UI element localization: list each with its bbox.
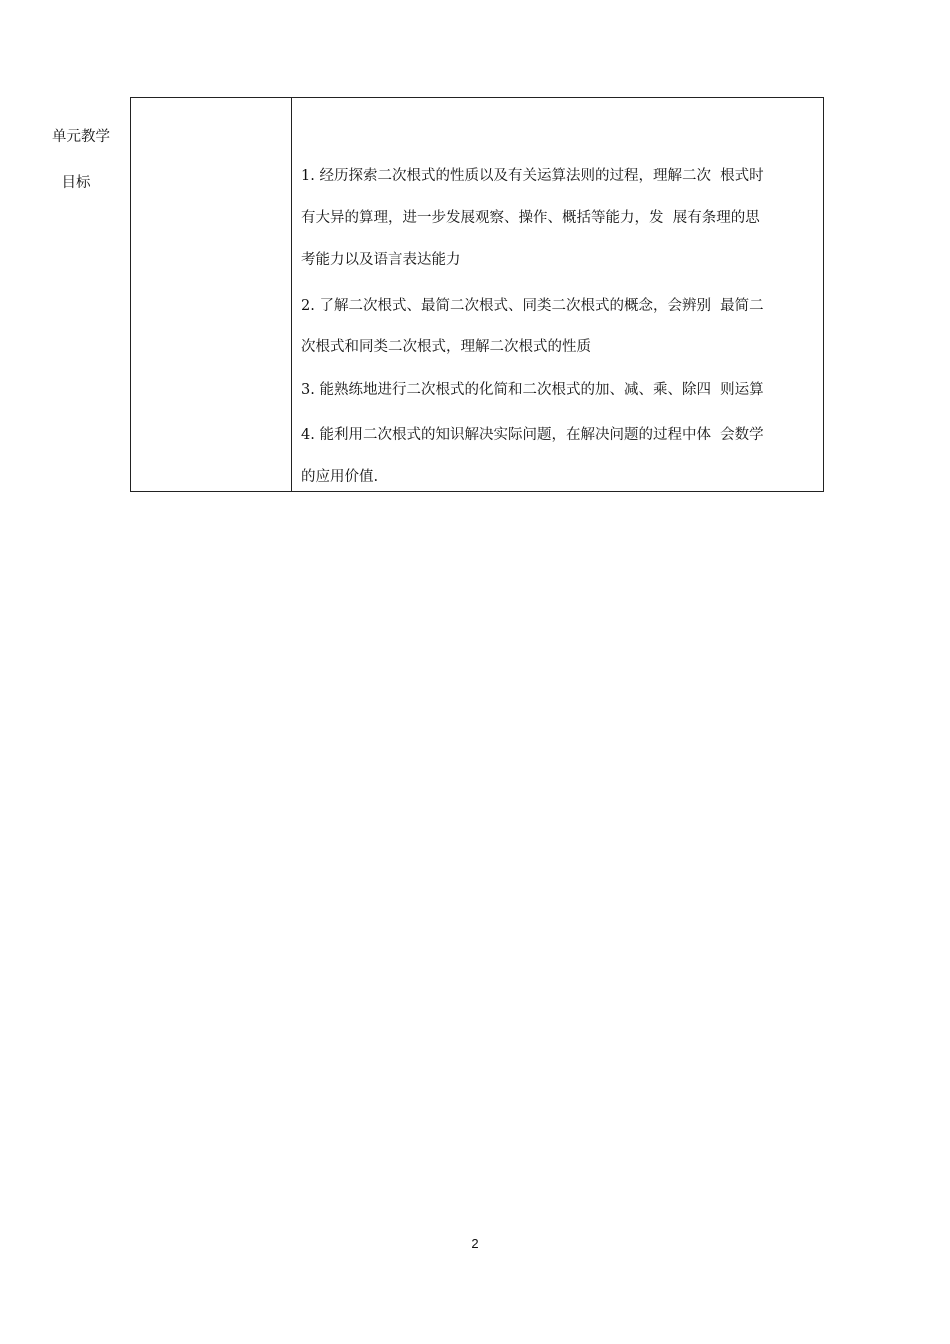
objective-1-line-3: 考能力以及语言表达能力 [301, 252, 461, 268]
objective-2-line-1: 2. 了解二次根式、最简二次根式、同类二次根式的概念，会辨别 最简二 [301, 298, 764, 314]
objective-2-line-2: 次根式和同类二次根式，理解二次根式的性质 [301, 339, 591, 355]
label-line-2: 目标 [61, 175, 91, 191]
content-cell [292, 98, 823, 491]
objective-4-line-2: 的应用价值. [301, 469, 379, 485]
objective-1-line-2: 有大异的算理，进一步发展观察、操作、概括等能力，发 展有条理的思 [301, 210, 760, 226]
label-cell [52, 98, 292, 491]
objective-1-line-1: 1. 经历探索二次根式的性质以及有关运算法则的过程，理解二次 根式时 [301, 168, 764, 184]
label-line-1: 单元教学 [52, 129, 110, 145]
page-number: 2 [471, 1236, 479, 1251]
objective-3-line-1: 3. 能熟练地进行二次根式的化简和二次根式的加、减、乘、除四 则运算 [301, 382, 764, 398]
objectives-table [52, 97, 824, 492]
objective-4-line-1: 4. 能利用二次根式的知识解决实际问题，在解决问题的过程中体 会数学 [301, 427, 764, 443]
